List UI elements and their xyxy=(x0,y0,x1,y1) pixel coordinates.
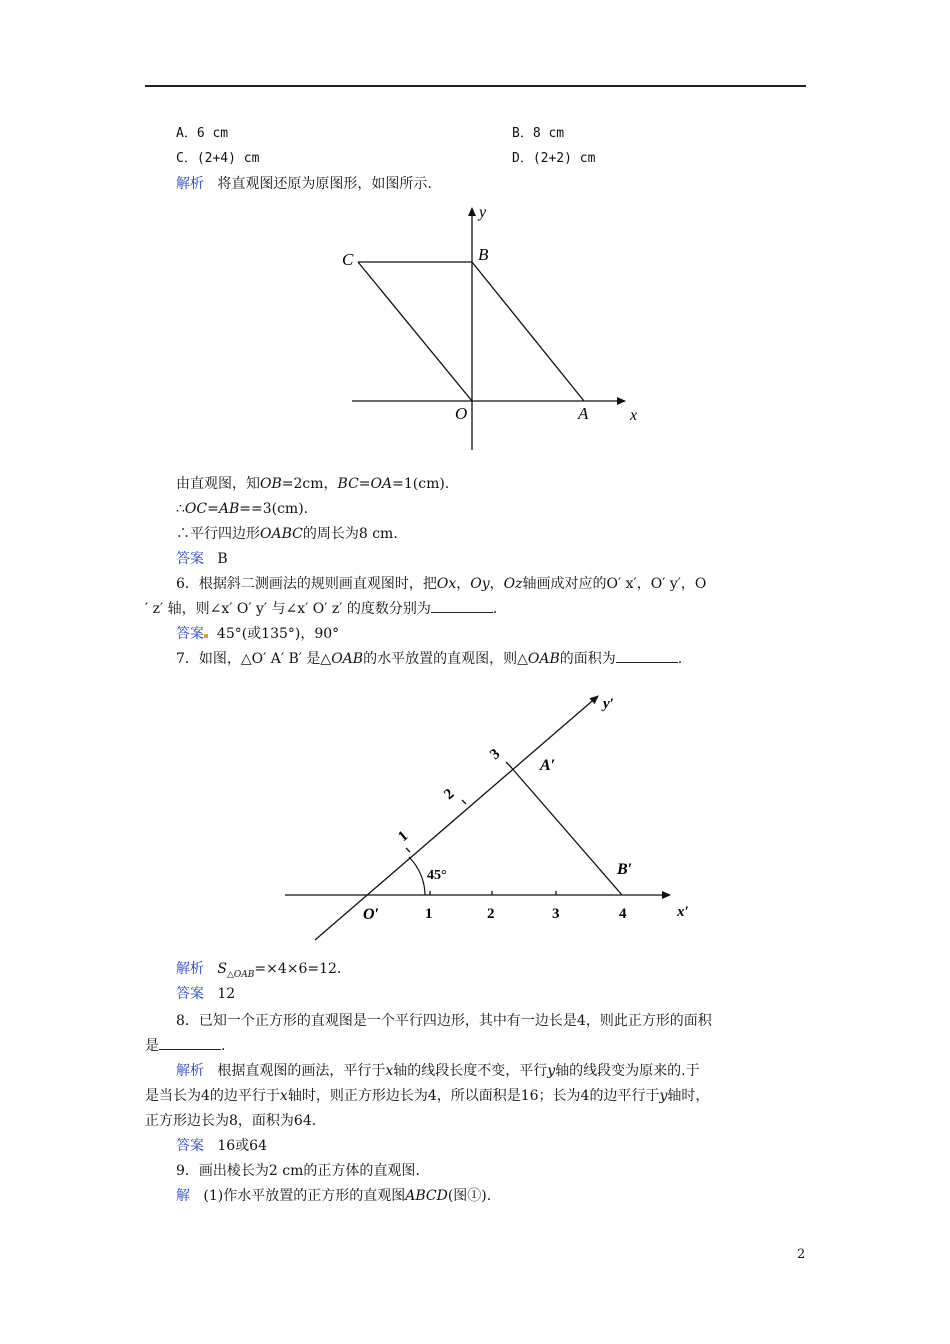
oblique-triangle-figure xyxy=(270,680,710,950)
answer-value: B xyxy=(217,551,228,567)
q7-answer xyxy=(176,985,235,1003)
page-number: 2 xyxy=(797,1247,806,1262)
label-a-prime: A′ xyxy=(540,757,556,774)
label-y-prime: y′ xyxy=(603,696,614,712)
label-x: x xyxy=(630,407,638,424)
x-label-3: 3 xyxy=(552,906,560,922)
q5-step2: ∴OC=AB==3(cm). xyxy=(176,501,309,517)
answer-blank xyxy=(431,600,493,613)
q6-line1: 6．根据斜二测画法的规则画直观图时，把Ox，Oy，Oz轴画成对应的O′ x′，O′ y′，O xyxy=(176,576,707,592)
answer-label: 答案 xyxy=(176,986,204,1002)
answer-value: 45°(或135°)，90° xyxy=(216,626,340,642)
label-c: C xyxy=(342,250,354,269)
y-label-3: 3 xyxy=(487,745,504,764)
q8-analysis-2: 是当长为4的边平行于x轴时，则正方形边长为4，所以面积是16；长为4的边平行于y轴时， xyxy=(145,1088,710,1104)
q9-solution: 解 (1)作水平放置的正方形的直观图ABCD(图①). xyxy=(176,1188,492,1204)
q6-line2: ′ z′ 轴，则∠x′ O′ y′ 与∠x′ O′ z′ 的度数分别为 . xyxy=(145,601,498,617)
label-b-prime: B′ xyxy=(617,861,633,878)
q8-analysis-3: 正方形边长为8，面积为64. xyxy=(145,1113,317,1129)
edge-a-b xyxy=(510,766,622,895)
q7-line: 7．如图，△O′ A′ B′ 是△OAB的水平放置的直观图，则△OAB的面积为 . xyxy=(176,651,683,667)
label-b: B xyxy=(478,245,489,264)
x-label-2: 2 xyxy=(487,906,495,922)
answer-blank xyxy=(616,650,678,663)
y-tick-2 xyxy=(462,800,466,804)
label-y: y xyxy=(479,204,487,221)
analysis-label: 解析 xyxy=(176,1063,204,1079)
y-label-1: 1 xyxy=(395,827,412,846)
answer-label: 答案 xyxy=(176,1138,204,1154)
angle-arc xyxy=(409,857,425,895)
edge-ba xyxy=(472,262,584,401)
q5-step3: ∴平行四边形OABC的周长为8 cm. xyxy=(176,526,398,542)
analysis-label: 解析 xyxy=(176,961,204,977)
y-tick-1 xyxy=(406,848,410,852)
q8-analysis-1: 解析 根据直观图的画法，平行于x轴的线段长度不变，平行y轴的线段变为原来的.于 xyxy=(176,1063,700,1079)
q8-line2: 是 . xyxy=(145,1038,226,1054)
q8-answer xyxy=(176,1137,267,1155)
option-d: D．(2+2) cm xyxy=(512,151,596,166)
q5-answer xyxy=(176,550,228,568)
q5-analysis xyxy=(176,175,432,193)
edge-co xyxy=(358,262,472,401)
angle-label: 45° xyxy=(427,868,447,883)
q5-step1: 由直观图，知OB=2cm，BC=OA=1(cm). xyxy=(176,476,450,492)
label-o: O xyxy=(455,404,468,423)
marker xyxy=(204,634,208,638)
analysis-label: 解析 xyxy=(176,176,204,192)
option-a: A．6 cm xyxy=(176,126,229,141)
header-rule xyxy=(145,85,806,87)
q8-line1: 8．已知一个正方形的直观图是一个平行四边形，其中有一边长是4，则此正方形的面积 xyxy=(176,1013,712,1029)
x-label-4: 4 xyxy=(619,906,627,922)
option-b: B．8 cm xyxy=(512,126,565,141)
parallelogram-figure xyxy=(330,200,660,455)
option-c: C．(2+4) cm xyxy=(176,151,260,166)
solution-label: 解 xyxy=(176,1188,190,1204)
label-o-prime: O′ xyxy=(363,906,380,923)
label-a: A xyxy=(578,404,589,423)
answer-value: 16或64 xyxy=(217,1138,267,1154)
answer-value: 12 xyxy=(217,986,236,1002)
analysis-text: 将直观图还原为原图形，如图所示. xyxy=(217,176,432,192)
answer-label: 答案 xyxy=(176,551,204,567)
q6-answer xyxy=(176,625,339,643)
x-label-1: 1 xyxy=(425,906,433,922)
answer-label: 答案 xyxy=(176,626,204,642)
y-label-2: 2 xyxy=(441,785,458,804)
label-x-prime: x′ xyxy=(677,904,689,920)
q7-analysis: 解析 $S_{\triangle OAB}=\times 4\times 6=12$. xyxy=(176,961,342,980)
answer-blank xyxy=(159,1037,221,1050)
q9-line1: 9．画出棱长为2 cm的正方体的直观图. xyxy=(176,1163,420,1179)
